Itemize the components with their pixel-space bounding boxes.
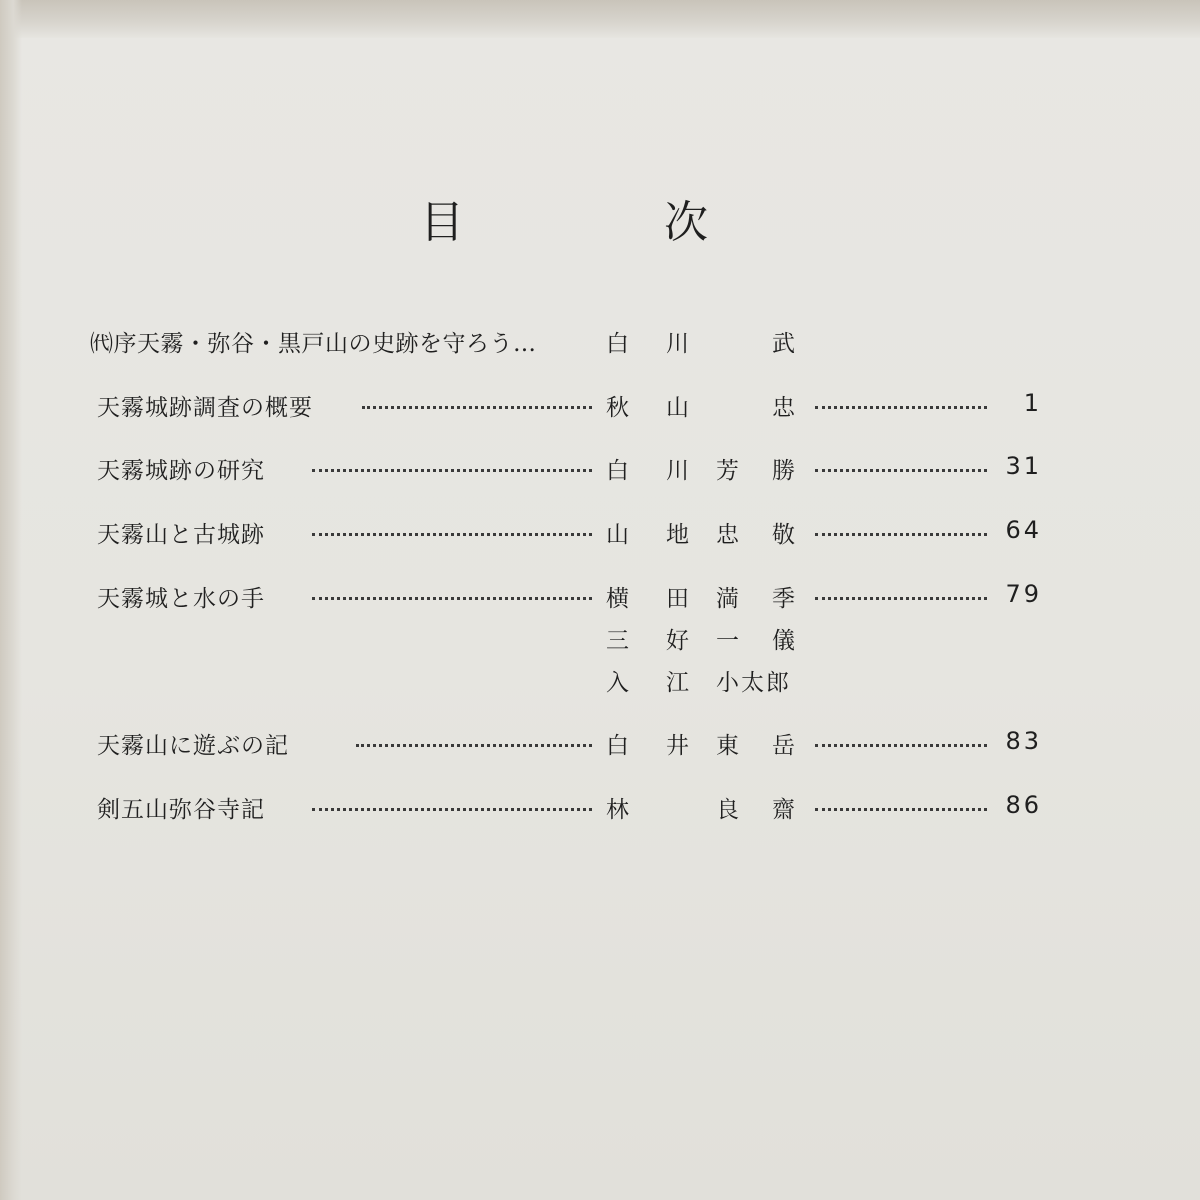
toc-entry: 天霧山に遊ぶの記 白 井 東 岳 83 [97, 727, 1042, 759]
toc-entry: 天霧城と水の手 横 田 満 季 79 [97, 580, 1042, 612]
page-number: 79 [1005, 580, 1042, 608]
entry-title: 天霧山に遊ぶの記 [97, 733, 289, 759]
dot-leader [312, 808, 592, 811]
dot-leader [815, 533, 987, 536]
toc-entry: 天霧山と古城跡 山 地 忠 敬 64 [97, 516, 1042, 548]
page-title [420, 186, 712, 250]
dot-leader [312, 597, 592, 600]
title-char-1: 目 [420, 197, 468, 248]
dot-leader [815, 744, 987, 747]
entry-title: 天霧城跡調査の概要 [97, 395, 313, 421]
page-number: 31 [1005, 452, 1042, 480]
page-number: 64 [1005, 516, 1042, 544]
page-number: 86 [1005, 791, 1042, 819]
dot-leader [815, 469, 987, 472]
dot-leader [815, 406, 987, 409]
toc-entry: 天霧城跡調査の概要 秋 山 忠 1 [97, 389, 1042, 421]
title-char-2: 次 [664, 197, 712, 248]
dot-leader [815, 808, 987, 811]
entry-title: 天霧山と古城跡 [97, 522, 265, 548]
page-number: 83 [1005, 727, 1042, 755]
toc-entry: 天霧城跡の研究 白 川 芳 勝 31 [97, 452, 1042, 484]
dot-leader [312, 469, 592, 472]
entry-title: 天霧城と水の手 [97, 586, 265, 612]
page-top-shadow [0, 0, 1200, 38]
toc-entry-coauthor: 入 江 小太郎 [606, 670, 791, 696]
dot-leader [356, 744, 592, 747]
toc-entry: 剣五山弥谷寺記 林 良 齋 86 [97, 791, 1042, 823]
page-number: 1 [1023, 389, 1042, 417]
toc-entry: ㈹序天霧・弥谷・黒戸山の史跡を守ろう… 白 川 武 [0, 325, 1200, 359]
dot-leader [312, 533, 592, 536]
toc-entry-coauthor: 三 好 一 儀 [606, 628, 795, 654]
entry-title: 剣五山弥谷寺記 [97, 797, 265, 823]
entry-title: 天霧城跡の研究 [97, 458, 265, 484]
dot-leader [362, 406, 592, 409]
entry-title: ㈹序天霧・弥谷・黒戸山の史跡を守ろう… [90, 331, 537, 357]
dot-leader [815, 597, 987, 600]
